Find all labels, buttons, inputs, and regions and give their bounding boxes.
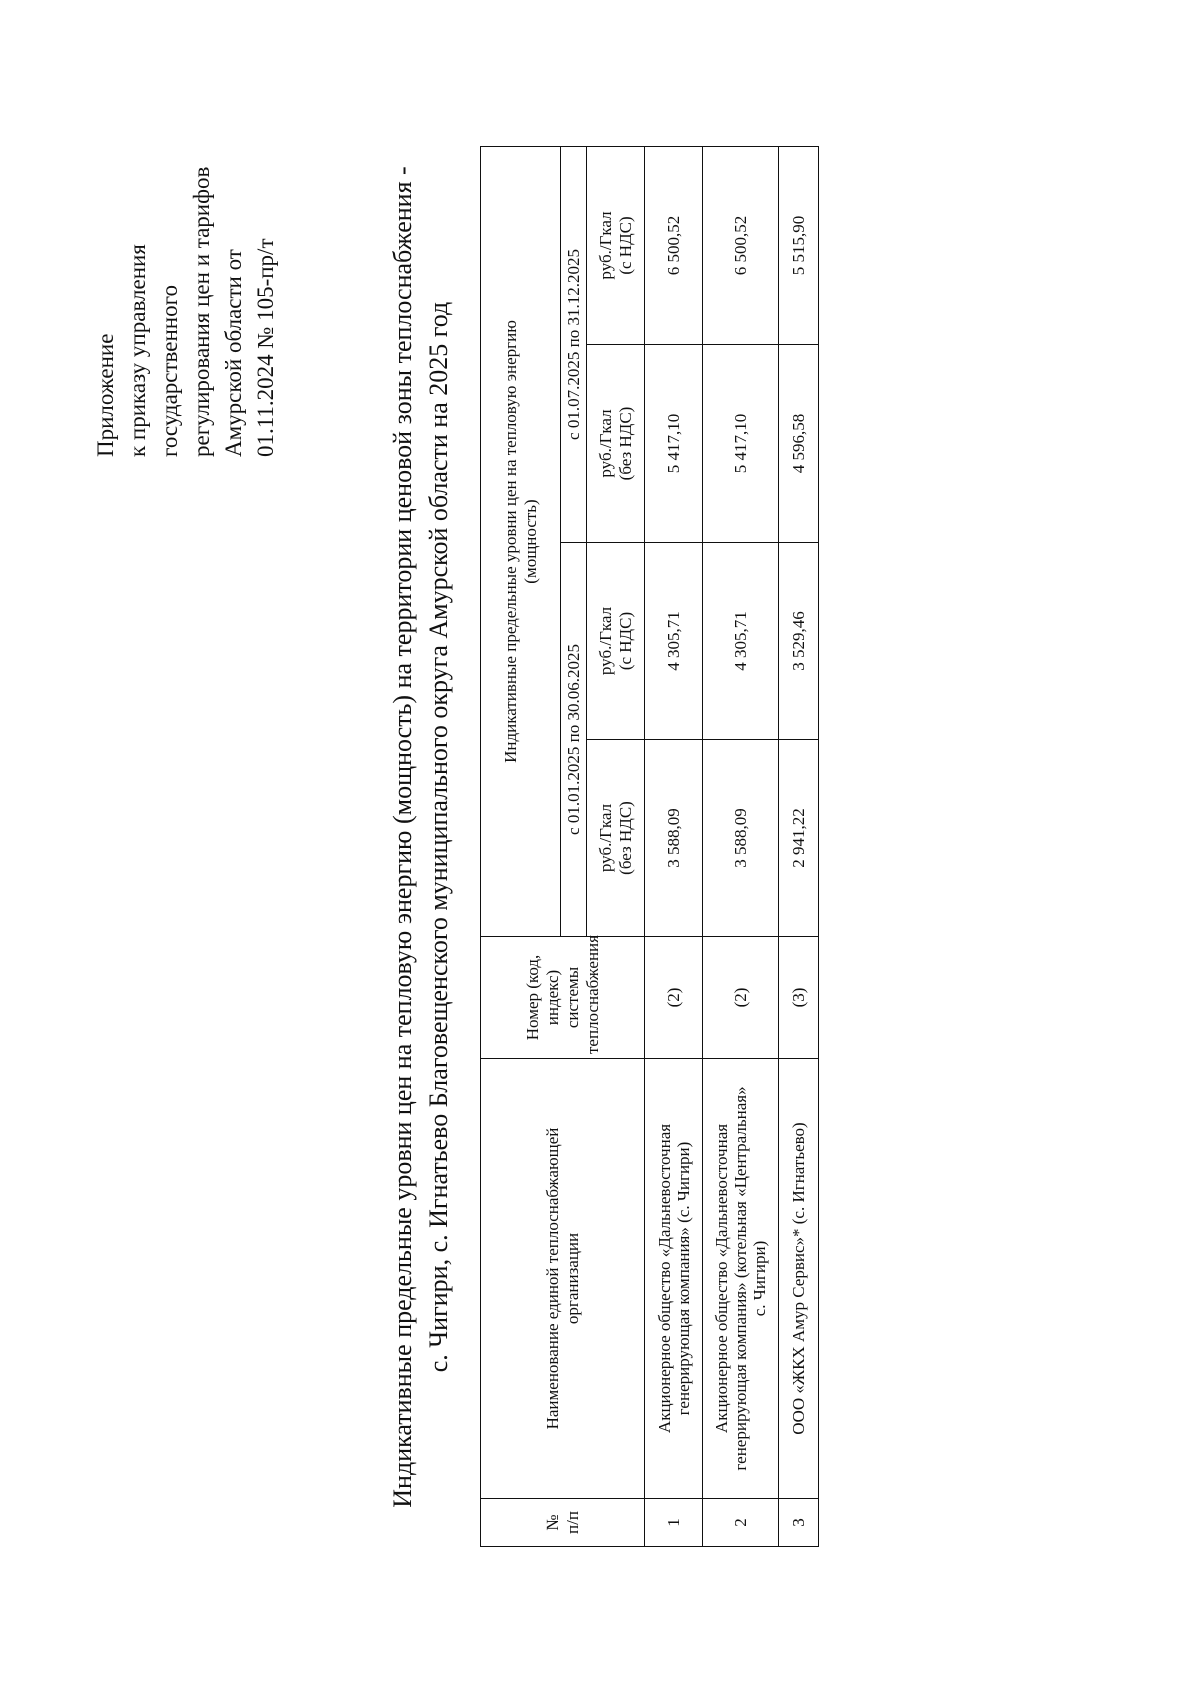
- appendix-block: [90, 167, 282, 457]
- row-num: 1: [645, 1499, 703, 1547]
- row-p2-no-vat: 5 417,10: [703, 345, 779, 543]
- header-unit-line: руб./Гкал: [595, 409, 615, 478]
- table-row: [703, 146, 779, 1546]
- row-org-name: [779, 1059, 819, 1499]
- row-p1-no-vat: 3 588,09: [645, 740, 703, 937]
- header-period-1: с 01.01.2025 по 30.06.2025: [561, 543, 587, 937]
- row-system-code: (2): [703, 937, 779, 1059]
- header-indicative-levels: [481, 146, 561, 936]
- header-num: [481, 1499, 645, 1547]
- header-org-name: [481, 1059, 645, 1499]
- appendix-line: к приказу управления: [125, 244, 150, 457]
- header-p1-no-vat: [587, 740, 645, 937]
- row-org-name-line: с. Чигири): [750, 1240, 769, 1317]
- row-system-code: (3): [779, 937, 819, 1059]
- row-p1-vat: 4 305,71: [703, 543, 779, 740]
- row-system-code: (2): [645, 937, 703, 1059]
- title-line-1: Индикативные предельные уровни цен на тепловую энергию (мощность) на территории ценовой зоны теплоснабжения -: [388, 166, 417, 1508]
- row-org-name-line: генерирующая компания» (котельная «Центральная»: [731, 1086, 750, 1471]
- row-p1-vat: 4 305,71: [645, 543, 703, 740]
- header-p2-no-vat: [587, 345, 645, 543]
- header-unit-line: (с НДС): [615, 216, 635, 275]
- header-unit-line: (без НДС): [615, 406, 635, 481]
- row-p2-vat: 6 500,52: [645, 146, 703, 344]
- tariff-table: [480, 146, 819, 1547]
- appendix-line: Приложение: [93, 333, 118, 457]
- header-num-line: №: [542, 1514, 562, 1531]
- header-indicative-line: Индикативные предельные уровни цен на тепловую энергию: [500, 320, 520, 763]
- header-unit-line: руб./Гкал: [595, 211, 615, 280]
- row-num: 3: [779, 1499, 819, 1547]
- appendix-line: 01.11.2024 № 105-пр/т: [253, 238, 278, 457]
- header-p1-vat: [587, 543, 645, 740]
- document-title: [385, 137, 457, 1537]
- table-row: [645, 146, 703, 1546]
- table-row: [779, 146, 819, 1546]
- row-org-name-line: генерирующая компания» (с. Чигири): [673, 1141, 693, 1416]
- row-org-name-line: Акционерное общество «Дальневосточная: [654, 1123, 674, 1434]
- row-org-name-line: ООО «ЖКХ Амур Сервис»* (с. Игнатьево): [789, 1122, 808, 1435]
- title-line-2: с. Чигири, с. Игнатьево Благовещенского муниципального округа Амурской области на 2025 год: [424, 301, 453, 1373]
- row-p1-no-vat: 2 941,22: [779, 740, 819, 937]
- header-system-code-line: Номер (код,: [522, 954, 542, 1041]
- header-unit-line: руб./Гкал: [595, 803, 615, 873]
- row-p1-no-vat: 3 588,09: [703, 740, 779, 937]
- row-org-name: [703, 1059, 779, 1499]
- header-org-name-line: Наименование единой теплоснабжающей: [542, 1127, 562, 1430]
- row-p1-vat: 3 529,46: [779, 543, 819, 740]
- row-org-name: [645, 1059, 703, 1499]
- appendix-line: государственного: [157, 285, 182, 457]
- row-num: 2: [703, 1499, 779, 1547]
- appendix-line: регулирования цен и тарифов: [189, 166, 214, 457]
- header-system-code-line: теплоснабжения: [582, 935, 602, 1054]
- header-system-code: [481, 937, 645, 1059]
- header-unit-line: (с НДС): [615, 611, 635, 671]
- row-p2-vat: 5 515,90: [779, 146, 819, 344]
- row-org-name-line: Акционерное общество «Дальневосточная: [712, 1123, 731, 1434]
- header-indicative-line: (мощность): [520, 499, 540, 584]
- header-unit-line: руб./Гкал: [595, 606, 615, 676]
- header-system-code-line: индекс) системы: [542, 966, 582, 1029]
- header-unit-line: (без НДС): [615, 801, 635, 875]
- row-p2-no-vat: 5 417,10: [645, 345, 703, 543]
- row-p2-vat: 6 500,52: [703, 146, 779, 344]
- header-period-2: с 01.07.2025 по 31.12.2025: [561, 146, 587, 542]
- appendix-line: Амурской области от: [221, 249, 246, 457]
- header-num-line: п/п: [562, 1511, 582, 1534]
- header-p2-vat: [587, 146, 645, 344]
- row-p2-no-vat: 4 596,58: [779, 345, 819, 543]
- header-org-name-line: организации: [562, 1232, 582, 1325]
- header-row-1: [481, 146, 561, 1546]
